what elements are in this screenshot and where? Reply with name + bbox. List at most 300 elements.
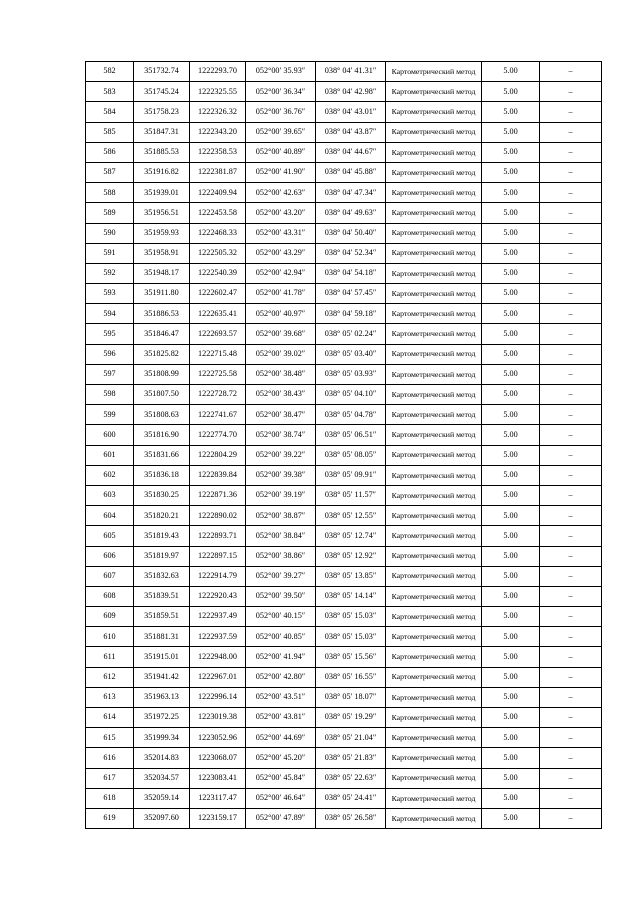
accuracy-cell: 5.00 bbox=[482, 627, 540, 647]
longitude-cell: 038° 04′ 41.31″ bbox=[316, 62, 386, 82]
accuracy-cell: 5.00 bbox=[482, 687, 540, 707]
accuracy-cell: 5.00 bbox=[482, 162, 540, 182]
y-coordinate-cell: 1222839.84 bbox=[190, 465, 246, 485]
note-cell: – bbox=[540, 445, 602, 465]
y-coordinate-cell: 1222967.01 bbox=[190, 667, 246, 687]
longitude-cell: 038° 05′ 11.57″ bbox=[316, 485, 386, 505]
x-coordinate-cell: 351911.80 bbox=[134, 284, 190, 304]
accuracy-cell: 5.00 bbox=[482, 304, 540, 324]
method-cell: Картометрический метод bbox=[386, 304, 482, 324]
longitude-cell: 038° 05′ 03.40″ bbox=[316, 344, 386, 364]
latitude-cell: 052°00′ 42.63″ bbox=[246, 183, 316, 203]
accuracy-cell: 5.00 bbox=[482, 748, 540, 768]
note-cell: – bbox=[540, 324, 602, 344]
note-cell: – bbox=[540, 586, 602, 606]
y-coordinate-cell: 1222343.20 bbox=[190, 122, 246, 142]
table-row bbox=[86, 546, 602, 566]
accuracy-cell: 5.00 bbox=[482, 385, 540, 405]
point-number-cell: 588 bbox=[86, 183, 134, 203]
point-number-cell: 591 bbox=[86, 243, 134, 263]
note-cell: – bbox=[540, 364, 602, 384]
y-coordinate-cell: 1222453.58 bbox=[190, 203, 246, 223]
latitude-cell: 052°00′ 43.81″ bbox=[246, 708, 316, 728]
note-cell: – bbox=[540, 526, 602, 546]
accuracy-cell: 5.00 bbox=[482, 364, 540, 384]
accuracy-cell: 5.00 bbox=[482, 465, 540, 485]
accuracy-cell: 5.00 bbox=[482, 526, 540, 546]
point-number-cell: 595 bbox=[86, 324, 134, 344]
method-cell: Картометрический метод bbox=[386, 203, 482, 223]
y-coordinate-cell: 1222381.87 bbox=[190, 162, 246, 182]
longitude-cell: 038° 04′ 43.01″ bbox=[316, 102, 386, 122]
method-cell: Картометрический метод bbox=[386, 586, 482, 606]
x-coordinate-cell: 352034.57 bbox=[134, 768, 190, 788]
note-cell: – bbox=[540, 667, 602, 687]
table-row bbox=[86, 364, 602, 384]
y-coordinate-cell: 1222715.48 bbox=[190, 344, 246, 364]
y-coordinate-cell: 1223068.07 bbox=[190, 748, 246, 768]
point-number-cell: 584 bbox=[86, 102, 134, 122]
longitude-cell: 038° 05′ 04.78″ bbox=[316, 405, 386, 425]
method-cell: Картометрический метод bbox=[386, 748, 482, 768]
latitude-cell: 052°00′ 38.48″ bbox=[246, 364, 316, 384]
method-cell: Картометрический метод bbox=[386, 607, 482, 627]
y-coordinate-cell: 1222893.71 bbox=[190, 526, 246, 546]
longitude-cell: 038° 05′ 12.55″ bbox=[316, 506, 386, 526]
point-number-cell: 593 bbox=[86, 284, 134, 304]
latitude-cell: 052°00′ 38.43″ bbox=[246, 385, 316, 405]
x-coordinate-cell: 351758.23 bbox=[134, 102, 190, 122]
method-cell: Картометрический метод bbox=[386, 263, 482, 283]
note-cell: – bbox=[540, 263, 602, 283]
note-cell: – bbox=[540, 344, 602, 364]
latitude-cell: 052°00′ 40.85″ bbox=[246, 627, 316, 647]
accuracy-cell: 5.00 bbox=[482, 284, 540, 304]
longitude-cell: 038° 05′ 03.93″ bbox=[316, 364, 386, 384]
longitude-cell: 038° 05′ 21.83″ bbox=[316, 748, 386, 768]
table-row bbox=[86, 627, 602, 647]
note-cell: – bbox=[540, 768, 602, 788]
y-coordinate-cell: 1222804.29 bbox=[190, 445, 246, 465]
longitude-cell: 038° 05′ 26.58″ bbox=[316, 808, 386, 828]
latitude-cell: 052°00′ 39.38″ bbox=[246, 465, 316, 485]
x-coordinate-cell: 351819.43 bbox=[134, 526, 190, 546]
latitude-cell: 052°00′ 39.68″ bbox=[246, 324, 316, 344]
latitude-cell: 052°00′ 38.74″ bbox=[246, 425, 316, 445]
longitude-cell: 038° 05′ 21.04″ bbox=[316, 728, 386, 748]
point-number-cell: 616 bbox=[86, 748, 134, 768]
x-coordinate-cell: 351830.25 bbox=[134, 485, 190, 505]
x-coordinate-cell: 351808.99 bbox=[134, 364, 190, 384]
y-coordinate-cell: 1222871.36 bbox=[190, 485, 246, 505]
y-coordinate-cell: 1222725.58 bbox=[190, 364, 246, 384]
longitude-cell: 038° 05′ 14.14″ bbox=[316, 586, 386, 606]
latitude-cell: 052°00′ 39.22″ bbox=[246, 445, 316, 465]
method-cell: Картометрический метод bbox=[386, 364, 482, 384]
accuracy-cell: 5.00 bbox=[482, 728, 540, 748]
method-cell: Картометрический метод bbox=[386, 647, 482, 667]
latitude-cell: 052°00′ 36.76″ bbox=[246, 102, 316, 122]
point-number-cell: 607 bbox=[86, 566, 134, 586]
table-row bbox=[86, 566, 602, 586]
accuracy-cell: 5.00 bbox=[482, 62, 540, 82]
latitude-cell: 052°00′ 42.80″ bbox=[246, 667, 316, 687]
point-number-cell: 604 bbox=[86, 506, 134, 526]
point-number-cell: 618 bbox=[86, 788, 134, 808]
y-coordinate-cell: 1222774.70 bbox=[190, 425, 246, 445]
note-cell: – bbox=[540, 243, 602, 263]
longitude-cell: 038° 05′ 12.92″ bbox=[316, 546, 386, 566]
y-coordinate-cell: 1222890.02 bbox=[190, 506, 246, 526]
table-row bbox=[86, 485, 602, 505]
table-row bbox=[86, 62, 602, 82]
longitude-cell: 038° 05′ 19.29″ bbox=[316, 708, 386, 728]
accuracy-cell: 5.00 bbox=[482, 647, 540, 667]
table-row bbox=[86, 506, 602, 526]
accuracy-cell: 5.00 bbox=[482, 122, 540, 142]
x-coordinate-cell: 351825.82 bbox=[134, 344, 190, 364]
point-number-cell: 611 bbox=[86, 647, 134, 667]
x-coordinate-cell: 351948.17 bbox=[134, 263, 190, 283]
y-coordinate-cell: 1222505.32 bbox=[190, 243, 246, 263]
note-cell: – bbox=[540, 808, 602, 828]
table-row bbox=[86, 385, 602, 405]
point-number-cell: 601 bbox=[86, 445, 134, 465]
table-row bbox=[86, 647, 602, 667]
method-cell: Картометрический метод bbox=[386, 223, 482, 243]
table-row bbox=[86, 808, 602, 828]
latitude-cell: 052°00′ 39.02″ bbox=[246, 344, 316, 364]
accuracy-cell: 5.00 bbox=[482, 243, 540, 263]
note-cell: – bbox=[540, 506, 602, 526]
table-row bbox=[86, 788, 602, 808]
y-coordinate-cell: 1222635.41 bbox=[190, 304, 246, 324]
accuracy-cell: 5.00 bbox=[482, 324, 540, 344]
y-coordinate-cell: 1222914.79 bbox=[190, 566, 246, 586]
x-coordinate-cell: 351881.31 bbox=[134, 627, 190, 647]
method-cell: Картометрический метод bbox=[386, 102, 482, 122]
point-number-cell: 590 bbox=[86, 223, 134, 243]
table-row bbox=[86, 425, 602, 445]
longitude-cell: 038° 04′ 45.88″ bbox=[316, 162, 386, 182]
latitude-cell: 052°00′ 39.27″ bbox=[246, 566, 316, 586]
point-number-cell: 613 bbox=[86, 687, 134, 707]
x-coordinate-cell: 351859.51 bbox=[134, 607, 190, 627]
method-cell: Картометрический метод bbox=[386, 425, 482, 445]
latitude-cell: 052°00′ 42.94″ bbox=[246, 263, 316, 283]
longitude-cell: 038° 05′ 24.41″ bbox=[316, 788, 386, 808]
method-cell: Картометрический метод bbox=[386, 708, 482, 728]
accuracy-cell: 5.00 bbox=[482, 607, 540, 627]
note-cell: – bbox=[540, 687, 602, 707]
method-cell: Картометрический метод bbox=[386, 768, 482, 788]
table-row bbox=[86, 465, 602, 485]
note-cell: – bbox=[540, 122, 602, 142]
latitude-cell: 052°00′ 38.47″ bbox=[246, 405, 316, 425]
method-cell: Картометрический метод bbox=[386, 808, 482, 828]
note-cell: – bbox=[540, 566, 602, 586]
point-number-cell: 587 bbox=[86, 162, 134, 182]
point-number-cell: 594 bbox=[86, 304, 134, 324]
longitude-cell: 038° 05′ 15.03″ bbox=[316, 627, 386, 647]
longitude-cell: 038° 05′ 04.10″ bbox=[316, 385, 386, 405]
table-row bbox=[86, 445, 602, 465]
accuracy-cell: 5.00 bbox=[482, 82, 540, 102]
x-coordinate-cell: 351807.50 bbox=[134, 385, 190, 405]
table-row bbox=[86, 526, 602, 546]
x-coordinate-cell: 351939.01 bbox=[134, 183, 190, 203]
point-number-cell: 609 bbox=[86, 607, 134, 627]
x-coordinate-cell: 351745.24 bbox=[134, 82, 190, 102]
y-coordinate-cell: 1222728.72 bbox=[190, 385, 246, 405]
x-coordinate-cell: 352059.14 bbox=[134, 788, 190, 808]
table-row bbox=[86, 728, 602, 748]
longitude-cell: 038° 05′ 02.24″ bbox=[316, 324, 386, 344]
accuracy-cell: 5.00 bbox=[482, 485, 540, 505]
table-row bbox=[86, 768, 602, 788]
method-cell: Картометрический метод bbox=[386, 667, 482, 687]
longitude-cell: 038° 05′ 06.51″ bbox=[316, 425, 386, 445]
method-cell: Картометрический метод bbox=[386, 465, 482, 485]
latitude-cell: 052°00′ 43.20″ bbox=[246, 203, 316, 223]
latitude-cell: 052°00′ 35.93″ bbox=[246, 62, 316, 82]
y-coordinate-cell: 1222996.14 bbox=[190, 687, 246, 707]
longitude-cell: 038° 04′ 44.67″ bbox=[316, 142, 386, 162]
point-number-cell: 610 bbox=[86, 627, 134, 647]
method-cell: Картометрический метод bbox=[386, 485, 482, 505]
y-coordinate-cell: 1222693.57 bbox=[190, 324, 246, 344]
table-row bbox=[86, 82, 602, 102]
method-cell: Картометрический метод bbox=[386, 405, 482, 425]
coordinates-table bbox=[85, 61, 602, 829]
longitude-cell: 038° 04′ 54.18″ bbox=[316, 263, 386, 283]
note-cell: – bbox=[540, 82, 602, 102]
accuracy-cell: 5.00 bbox=[482, 788, 540, 808]
table-row bbox=[86, 142, 602, 162]
longitude-cell: 038° 04′ 59.18″ bbox=[316, 304, 386, 324]
point-number-cell: 597 bbox=[86, 364, 134, 384]
table-row bbox=[86, 344, 602, 364]
longitude-cell: 038° 05′ 18.07″ bbox=[316, 687, 386, 707]
x-coordinate-cell: 351959.93 bbox=[134, 223, 190, 243]
x-coordinate-cell: 351839.51 bbox=[134, 586, 190, 606]
x-coordinate-cell: 351941.42 bbox=[134, 667, 190, 687]
note-cell: – bbox=[540, 708, 602, 728]
table-row bbox=[86, 102, 602, 122]
point-number-cell: 619 bbox=[86, 808, 134, 828]
y-coordinate-cell: 1222358.53 bbox=[190, 142, 246, 162]
x-coordinate-cell: 351846.47 bbox=[134, 324, 190, 344]
point-number-cell: 617 bbox=[86, 768, 134, 788]
method-cell: Картометрический метод bbox=[386, 728, 482, 748]
y-coordinate-cell: 1223117.47 bbox=[190, 788, 246, 808]
point-number-cell: 608 bbox=[86, 586, 134, 606]
x-coordinate-cell: 351808.63 bbox=[134, 405, 190, 425]
note-cell: – bbox=[540, 162, 602, 182]
latitude-cell: 052°00′ 45.20″ bbox=[246, 748, 316, 768]
table-row bbox=[86, 162, 602, 182]
latitude-cell: 052°00′ 45.84″ bbox=[246, 768, 316, 788]
latitude-cell: 052°00′ 39.65″ bbox=[246, 122, 316, 142]
x-coordinate-cell: 351732.74 bbox=[134, 62, 190, 82]
latitude-cell: 052°00′ 40.97″ bbox=[246, 304, 316, 324]
table-row bbox=[86, 405, 602, 425]
note-cell: – bbox=[540, 728, 602, 748]
latitude-cell: 052°00′ 47.89″ bbox=[246, 808, 316, 828]
x-coordinate-cell: 351956.51 bbox=[134, 203, 190, 223]
table-row bbox=[86, 687, 602, 707]
method-cell: Картометрический метод bbox=[386, 445, 482, 465]
longitude-cell: 038° 04′ 57.45″ bbox=[316, 284, 386, 304]
method-cell: Картометрический метод bbox=[386, 687, 482, 707]
accuracy-cell: 5.00 bbox=[482, 203, 540, 223]
point-number-cell: 583 bbox=[86, 82, 134, 102]
note-cell: – bbox=[540, 607, 602, 627]
latitude-cell: 052°00′ 36.34″ bbox=[246, 82, 316, 102]
y-coordinate-cell: 1222409.94 bbox=[190, 183, 246, 203]
latitude-cell: 052°00′ 39.19″ bbox=[246, 485, 316, 505]
method-cell: Картометрический метод bbox=[386, 162, 482, 182]
latitude-cell: 052°00′ 39.50″ bbox=[246, 586, 316, 606]
longitude-cell: 038° 05′ 09.91″ bbox=[316, 465, 386, 485]
x-coordinate-cell: 351885.53 bbox=[134, 142, 190, 162]
x-coordinate-cell: 352097.60 bbox=[134, 808, 190, 828]
method-cell: Картометрический метод bbox=[386, 142, 482, 162]
accuracy-cell: 5.00 bbox=[482, 586, 540, 606]
x-coordinate-cell: 351958.91 bbox=[134, 243, 190, 263]
y-coordinate-cell: 1222293.70 bbox=[190, 62, 246, 82]
note-cell: – bbox=[540, 304, 602, 324]
method-cell: Картометрический метод bbox=[386, 243, 482, 263]
latitude-cell: 052°00′ 38.86″ bbox=[246, 546, 316, 566]
method-cell: Картометрический метод bbox=[386, 546, 482, 566]
y-coordinate-cell: 1222920.43 bbox=[190, 586, 246, 606]
latitude-cell: 052°00′ 46.64″ bbox=[246, 788, 316, 808]
point-number-cell: 586 bbox=[86, 142, 134, 162]
longitude-cell: 038° 05′ 12.74″ bbox=[316, 526, 386, 546]
x-coordinate-cell: 351836.18 bbox=[134, 465, 190, 485]
note-cell: – bbox=[540, 62, 602, 82]
y-coordinate-cell: 1222602.47 bbox=[190, 284, 246, 304]
note-cell: – bbox=[540, 748, 602, 768]
table-row bbox=[86, 708, 602, 728]
method-cell: Картометрический метод bbox=[386, 385, 482, 405]
accuracy-cell: 5.00 bbox=[482, 183, 540, 203]
point-number-cell: 603 bbox=[86, 485, 134, 505]
latitude-cell: 052°00′ 41.78″ bbox=[246, 284, 316, 304]
longitude-cell: 038° 04′ 49.63″ bbox=[316, 203, 386, 223]
accuracy-cell: 5.00 bbox=[482, 142, 540, 162]
y-coordinate-cell: 1222937.49 bbox=[190, 607, 246, 627]
x-coordinate-cell: 351831.66 bbox=[134, 445, 190, 465]
y-coordinate-cell: 1222741.67 bbox=[190, 405, 246, 425]
x-coordinate-cell: 351816.90 bbox=[134, 425, 190, 445]
note-cell: – bbox=[540, 627, 602, 647]
y-coordinate-cell: 1222897.15 bbox=[190, 546, 246, 566]
point-number-cell: 596 bbox=[86, 344, 134, 364]
x-coordinate-cell: 351832.63 bbox=[134, 566, 190, 586]
table-row bbox=[86, 748, 602, 768]
point-number-cell: 615 bbox=[86, 728, 134, 748]
longitude-cell: 038° 04′ 43.87″ bbox=[316, 122, 386, 142]
longitude-cell: 038° 05′ 08.05″ bbox=[316, 445, 386, 465]
y-coordinate-cell: 1223159.17 bbox=[190, 808, 246, 828]
table-row bbox=[86, 667, 602, 687]
accuracy-cell: 5.00 bbox=[482, 566, 540, 586]
note-cell: – bbox=[540, 485, 602, 505]
table-row bbox=[86, 223, 602, 243]
table-row bbox=[86, 243, 602, 263]
accuracy-cell: 5.00 bbox=[482, 102, 540, 122]
method-cell: Картометрический метод bbox=[386, 82, 482, 102]
method-cell: Картометрический метод bbox=[386, 324, 482, 344]
x-coordinate-cell: 351886.53 bbox=[134, 304, 190, 324]
y-coordinate-cell: 1222468.33 bbox=[190, 223, 246, 243]
point-number-cell: 589 bbox=[86, 203, 134, 223]
table-row bbox=[86, 607, 602, 627]
point-number-cell: 602 bbox=[86, 465, 134, 485]
accuracy-cell: 5.00 bbox=[482, 768, 540, 788]
x-coordinate-cell: 351915.01 bbox=[134, 647, 190, 667]
accuracy-cell: 5.00 bbox=[482, 445, 540, 465]
note-cell: – bbox=[540, 284, 602, 304]
y-coordinate-cell: 1222540.39 bbox=[190, 263, 246, 283]
point-number-cell: 598 bbox=[86, 385, 134, 405]
accuracy-cell: 5.00 bbox=[482, 808, 540, 828]
method-cell: Картометрический метод bbox=[386, 627, 482, 647]
latitude-cell: 052°00′ 43.31″ bbox=[246, 223, 316, 243]
y-coordinate-cell: 1222325.55 bbox=[190, 82, 246, 102]
note-cell: – bbox=[540, 405, 602, 425]
method-cell: Картометрический метод bbox=[386, 183, 482, 203]
note-cell: – bbox=[540, 465, 602, 485]
accuracy-cell: 5.00 bbox=[482, 425, 540, 445]
latitude-cell: 052°00′ 43.51″ bbox=[246, 687, 316, 707]
accuracy-cell: 5.00 bbox=[482, 405, 540, 425]
table-row bbox=[86, 324, 602, 344]
x-coordinate-cell: 351972.25 bbox=[134, 708, 190, 728]
latitude-cell: 052°00′ 40.89″ bbox=[246, 142, 316, 162]
note-cell: – bbox=[540, 142, 602, 162]
method-cell: Картометрический метод bbox=[386, 62, 482, 82]
accuracy-cell: 5.00 bbox=[482, 506, 540, 526]
method-cell: Картометрический метод bbox=[386, 788, 482, 808]
point-number-cell: 600 bbox=[86, 425, 134, 445]
point-number-cell: 612 bbox=[86, 667, 134, 687]
note-cell: – bbox=[540, 223, 602, 243]
note-cell: – bbox=[540, 546, 602, 566]
x-coordinate-cell: 351999.34 bbox=[134, 728, 190, 748]
latitude-cell: 052°00′ 38.87″ bbox=[246, 506, 316, 526]
accuracy-cell: 5.00 bbox=[482, 667, 540, 687]
latitude-cell: 052°00′ 38.84″ bbox=[246, 526, 316, 546]
point-number-cell: 614 bbox=[86, 708, 134, 728]
x-coordinate-cell: 351847.31 bbox=[134, 122, 190, 142]
note-cell: – bbox=[540, 385, 602, 405]
note-cell: – bbox=[540, 183, 602, 203]
point-number-cell: 605 bbox=[86, 526, 134, 546]
y-coordinate-cell: 1222326.32 bbox=[190, 102, 246, 122]
accuracy-cell: 5.00 bbox=[482, 546, 540, 566]
point-number-cell: 599 bbox=[86, 405, 134, 425]
table-row bbox=[86, 284, 602, 304]
y-coordinate-cell: 1222937.59 bbox=[190, 627, 246, 647]
method-cell: Картометрический метод bbox=[386, 566, 482, 586]
method-cell: Картометрический метод bbox=[386, 284, 482, 304]
accuracy-cell: 5.00 bbox=[482, 344, 540, 364]
table-row bbox=[86, 586, 602, 606]
longitude-cell: 038° 05′ 15.03″ bbox=[316, 607, 386, 627]
